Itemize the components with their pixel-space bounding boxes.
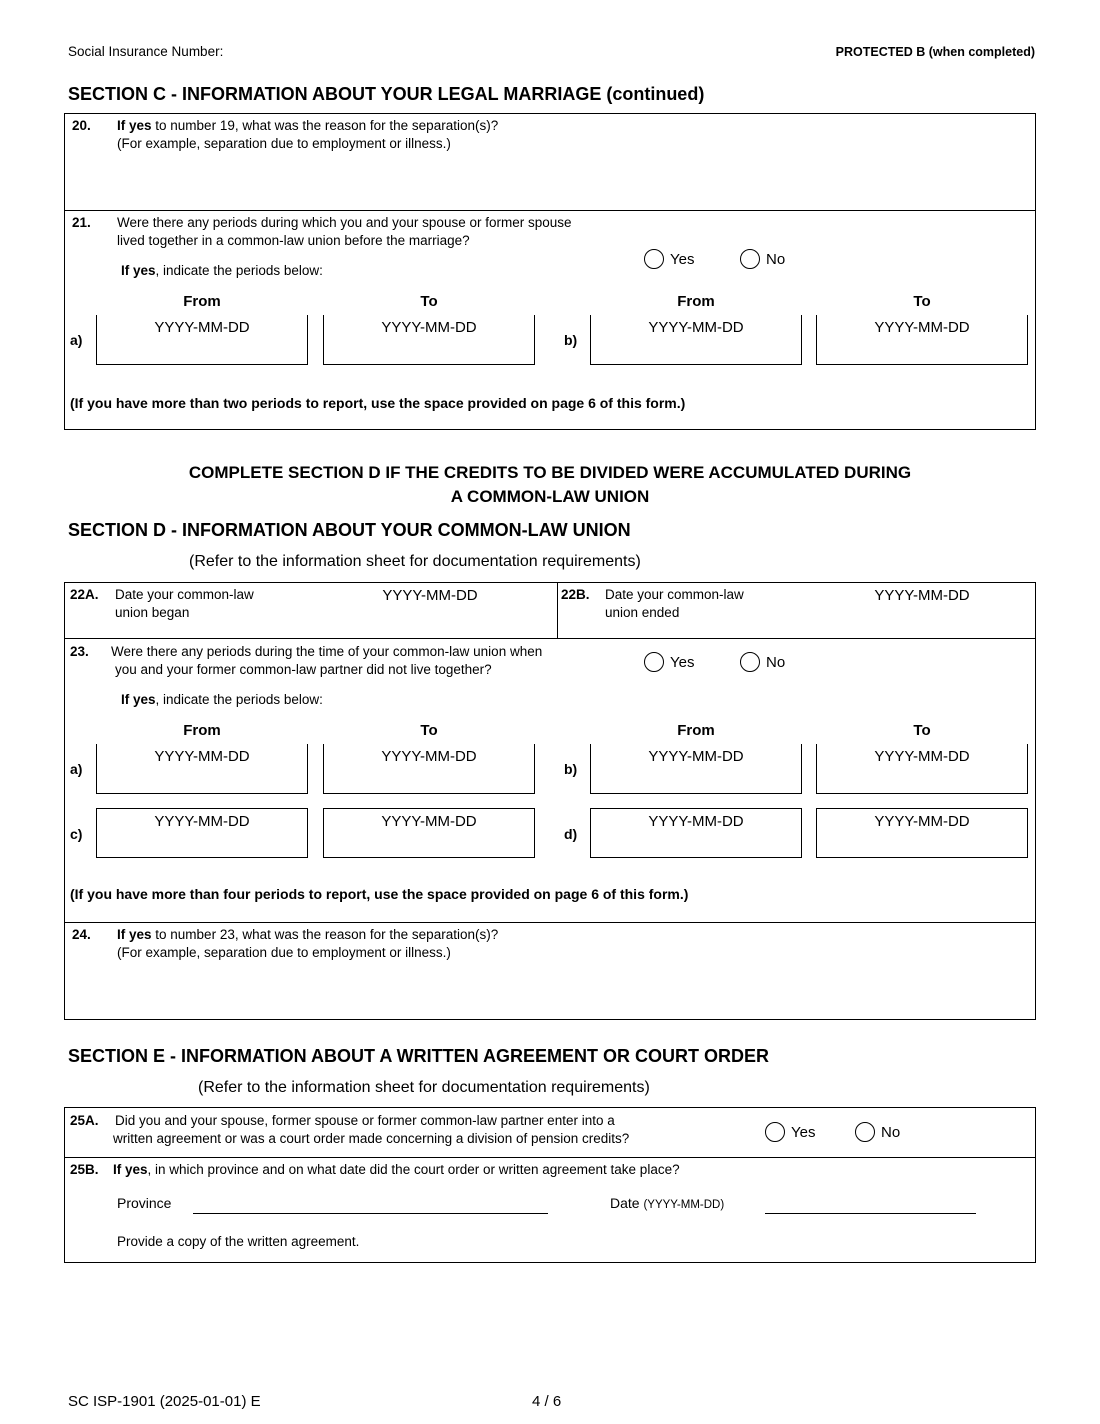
q21-if-yes <box>121 262 323 280</box>
q23-d-to-field[interactable]: YYYY-MM-DD <box>816 808 1028 858</box>
q23-text-1: Were there any periods during the time of your common-law union when <box>111 644 543 659</box>
q20-number: 20. <box>72 118 91 133</box>
q22b-label <box>605 586 744 622</box>
q23-row-d-label: d) <box>564 826 578 842</box>
q23-from-a-header: From <box>183 722 221 739</box>
q23-no-radio[interactable] <box>740 652 785 672</box>
q21-to-b-header: To <box>913 293 931 310</box>
q21-from-b-header: From <box>677 293 715 310</box>
q21-no-label: No <box>766 250 786 268</box>
section-d-title: SECTION D - INFORMATION ABOUT YOUR COMMON-LAW UNION <box>68 520 631 540</box>
q22a-label-line-1: Date your common-law <box>115 587 254 602</box>
section-e-refer: (Refer to the information sheet for documentation requirements) <box>198 1079 650 1096</box>
q24-answer-area[interactable] <box>66 965 1034 1017</box>
radio-circle-icon <box>855 1122 875 1142</box>
q21-text-1: Were there any periods during which you and your spouse or former spouse <box>117 215 572 230</box>
section-d-banner-line-1: COMPLETE SECTION D IF THE CREDITS TO BE DIVIDED WERE ACCUMULATED DURING <box>188 463 912 482</box>
q23-note: (If you have more than four periods to report, use the space provided on page 6 of this form.) <box>70 886 689 902</box>
section-d-refer: (Refer to the information sheet for documentation requirements) <box>189 553 641 570</box>
q25b-number: 25B. <box>70 1162 99 1177</box>
q25a-text-2: written agreement or was a court order made concerning a division of pension credits? <box>113 1131 630 1146</box>
q21-yes-radio[interactable] <box>644 249 694 269</box>
section-e-title: SECTION E - INFORMATION ABOUT A WRITTEN AGREEMENT OR COURT ORDER <box>68 1046 769 1066</box>
q24-question <box>117 926 498 944</box>
q25a-text-1: Did you and your spouse, former spouse or former common-law partner enter into a <box>115 1113 615 1128</box>
q23-no-label: No <box>766 653 786 671</box>
q22b-date-field[interactable]: YYYY-MM-DD <box>874 587 970 604</box>
q23-c-to-field[interactable]: YYYY-MM-DD <box>323 808 535 858</box>
q23-row-c-label: c) <box>70 826 83 842</box>
q23-a-from-field[interactable]: YYYY-MM-DD <box>96 744 308 794</box>
section-c-title: SECTION C - INFORMATION ABOUT YOUR LEGAL MARRIAGE (continued) <box>68 84 705 104</box>
q21-to-a-header: To <box>420 293 438 310</box>
q23-if-yes <box>121 691 323 709</box>
q23-from-b-header: From <box>677 722 715 739</box>
radio-circle-icon <box>740 249 760 269</box>
radio-circle-icon <box>644 652 664 672</box>
radio-circle-icon <box>740 652 760 672</box>
q23-text-2: you and your former common-law partner did not live together? <box>115 662 492 677</box>
q25a-no-radio[interactable] <box>855 1122 900 1142</box>
q25b-question <box>113 1161 680 1179</box>
q21-number: 21. <box>72 215 91 230</box>
province-label: Province <box>117 1195 172 1211</box>
divider <box>64 1157 1036 1158</box>
q23-c-from-field[interactable]: YYYY-MM-DD <box>96 808 308 858</box>
section-d-banner <box>64 461 1036 509</box>
q21-note: (If you have more than two periods to report, use the space provided on page 6 of this form.) <box>70 395 686 411</box>
q21-b-to-field[interactable]: YYYY-MM-DD <box>816 315 1028 365</box>
q20-example: (For example, separation due to employment or illness.) <box>117 136 451 151</box>
q25b-text: , in which province and on what date did the court order or written agreement take place? <box>147 1162 680 1177</box>
q23-if-yes-lead: If yes <box>121 692 156 707</box>
q20-lead: If yes <box>117 118 152 133</box>
q24-number: 24. <box>72 927 91 942</box>
q21-row-a-label: a) <box>70 332 83 348</box>
q21-if-yes-text: , indicate the periods below: <box>155 263 323 278</box>
q23-row-a-label: a) <box>70 761 83 777</box>
section-d-banner-line-2: A COMMON-LAW UNION <box>450 487 650 506</box>
q23-a-to-field[interactable]: YYYY-MM-DD <box>323 744 535 794</box>
province-field[interactable] <box>193 1213 548 1214</box>
q25a-number: 25A. <box>70 1113 99 1128</box>
divider <box>557 582 558 638</box>
q23-yes-radio[interactable] <box>644 652 694 672</box>
q21-from-a-header: From <box>183 293 221 310</box>
q22b-label-line-2: union ended <box>605 605 680 620</box>
q23-to-a-header: To <box>420 722 438 739</box>
q23-yes-label: Yes <box>670 653 695 671</box>
q20-question <box>117 117 498 135</box>
q24-text: to number 23, what was the reason for the separation(s)? <box>151 927 499 942</box>
divider <box>64 638 1036 639</box>
q25a-yes-label: Yes <box>791 1123 816 1141</box>
q21-if-yes-lead: If yes <box>121 263 156 278</box>
q22a-date-field[interactable]: YYYY-MM-DD <box>382 587 478 604</box>
date-hint: (YYYY-MM-DD) <box>643 1199 725 1211</box>
q23-number: 23. <box>70 644 89 659</box>
q21-row-b-label: b) <box>564 332 578 348</box>
q21-text-2: lived together in a common-law union before the marriage? <box>117 233 470 248</box>
q21-no-radio[interactable] <box>740 249 785 269</box>
protected-label: PROTECTED B (when completed) <box>835 45 1035 59</box>
q23-b-to-field[interactable]: YYYY-MM-DD <box>816 744 1028 794</box>
q21-b-from-field[interactable]: YYYY-MM-DD <box>590 315 802 365</box>
q25a-no-label: No <box>881 1123 901 1141</box>
q21-a-to-field[interactable]: YYYY-MM-DD <box>323 315 535 365</box>
date-label-text: Date <box>610 1195 640 1211</box>
form-id: SC ISP-1901 (2025-01-01) E <box>68 1393 261 1410</box>
q21-yes-label: Yes <box>670 250 695 268</box>
page-number: 4 / 6 <box>532 1393 562 1410</box>
q23-b-from-field[interactable]: YYYY-MM-DD <box>590 744 802 794</box>
q23-to-b-header: To <box>913 722 931 739</box>
q24-lead: If yes <box>117 927 152 942</box>
sin-label: Social Insurance Number: <box>68 44 224 59</box>
radio-circle-icon <box>765 1122 785 1142</box>
q25b-lead: If yes <box>113 1162 148 1177</box>
date-label <box>610 1195 724 1211</box>
q24-example: (For example, separation due to employment or illness.) <box>117 945 451 960</box>
q21-a-from-field[interactable]: YYYY-MM-DD <box>96 315 308 365</box>
agreement-date-field[interactable] <box>765 1213 976 1214</box>
q20-text: to number 19, what was the reason for the separation(s)? <box>151 118 499 133</box>
copy-note: Provide a copy of the written agreement. <box>117 1234 360 1249</box>
q22a-label <box>115 586 254 622</box>
q22b-number: 22B. <box>561 587 590 602</box>
q22a-number: 22A. <box>70 587 99 602</box>
divider <box>64 210 1036 211</box>
divider <box>64 922 1036 923</box>
q25a-yes-radio[interactable] <box>765 1122 815 1142</box>
q22a-label-line-2: union began <box>115 605 190 620</box>
q22b-label-line-1: Date your common-law <box>605 587 744 602</box>
q23-d-from-field[interactable]: YYYY-MM-DD <box>590 808 802 858</box>
q20-answer-area[interactable] <box>66 156 1034 208</box>
q23-if-yes-text: , indicate the periods below: <box>155 692 323 707</box>
radio-circle-icon <box>644 249 664 269</box>
q23-row-b-label: b) <box>564 761 578 777</box>
